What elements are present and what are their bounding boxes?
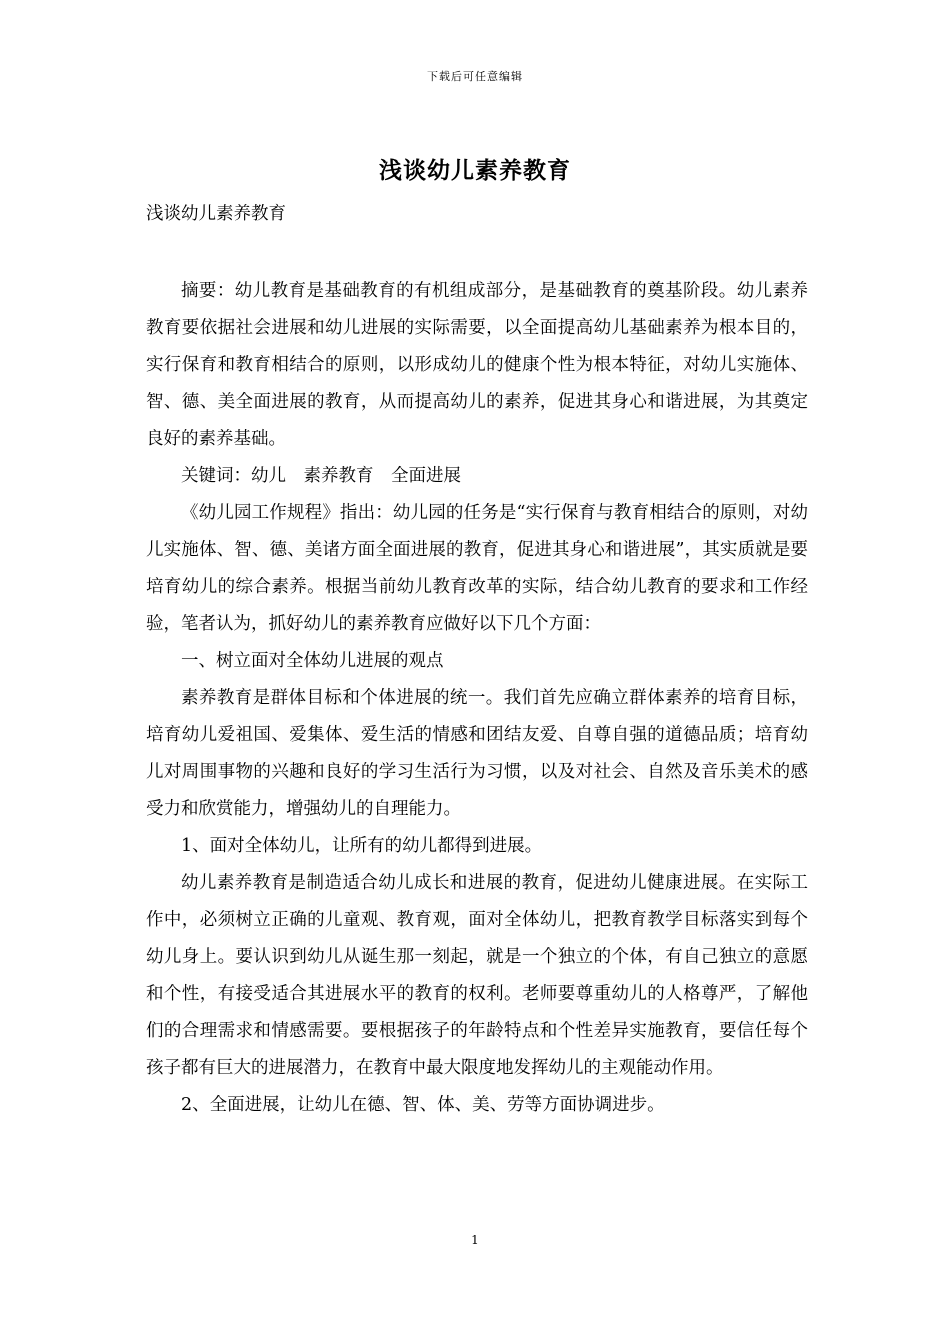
subsection-heading-2: 2、全面进展，让幼儿在德、智、体、美、劳等方面协调进步。 <box>181 1095 665 1115</box>
document-subtitle: 浅谈幼儿素养教育 <box>146 204 286 224</box>
section-heading-1: 一、树立面对全体幼儿进展的观点 <box>181 651 444 671</box>
body-paragraph: 素养教育是群体目标和个体进展的统一。我们首先应确立群体素养的培育目标，培育幼儿爱祖国、爱集体、爱生活的情感和团结友爱、自尊自强的道德品质；培育幼儿对周围事物的兴趣和良好的学习生活行为习惯，以及对社会、自然及音乐美术的感受力和欣赏能力，增强幼儿的自理能力。 <box>146 688 808 819</box>
document-body <box>146 273 808 1124</box>
document-title: 浅谈幼儿素养教育 <box>379 157 571 184</box>
page-number: 1 <box>471 1233 479 1247</box>
abstract-paragraph: 摘要：幼儿教育是基础教育的有机组成部分，是基础教育的奠基阶段。幼儿素养教育要依据社会进展和幼儿进展的实际需要，以全面提高幼儿基础素养为根本目的，实行保育和教育相结合的原则，以形成幼儿的健康个性为根本特征，对幼儿实施体、智、德、美全面进展的教育，从而提高幼儿的素养，促进其身心和谐进展，为其奠定良好的素养基础。 <box>146 281 808 449</box>
body-paragraph: 幼儿素养教育是制造适合幼儿成长和进展的教育，促进幼儿健康进展。在实际工作中，必须树立正确的儿童观、教育观，面对全体幼儿，把教育教学目标落实到每个幼儿身上。要认识到幼儿从诞生那一刻起，就是一个独立的个体，有自己独立的意愿和个性，有接受适合其进展水平的教育的权利。老师要尊重幼儿的人格尊严，了解他们的合理需求和情感需要。要根据孩子的年龄特点和个性差异实施教育，要信任每个孩子都有巨大的进展潜力，在教育中最大限度地发挥幼儿的主观能动作用。 <box>146 873 808 1078</box>
page-header-note: 下载后可任意编辑 <box>427 70 523 83</box>
keywords-paragraph: 关键词：幼儿 素养教育 全面进展 <box>181 466 461 486</box>
intro-paragraph: 《幼儿园工作规程》指出：幼儿园的任务是“实行保育与教育相结合的原则，对幼儿实施体、智、德、美诸方面全面进展的教育，促进其身心和谐进展”，其实质就是要培育幼儿的综合素养。根据当前幼儿教育改革的实际，结合幼儿教育的要求和工作经验，笔者认为，抓好幼儿的素养教育应做好以下几个方面： <box>146 503 808 634</box>
subsection-heading-1: 1、面对全体幼儿，让所有的幼儿都得到进展。 <box>181 836 543 856</box>
